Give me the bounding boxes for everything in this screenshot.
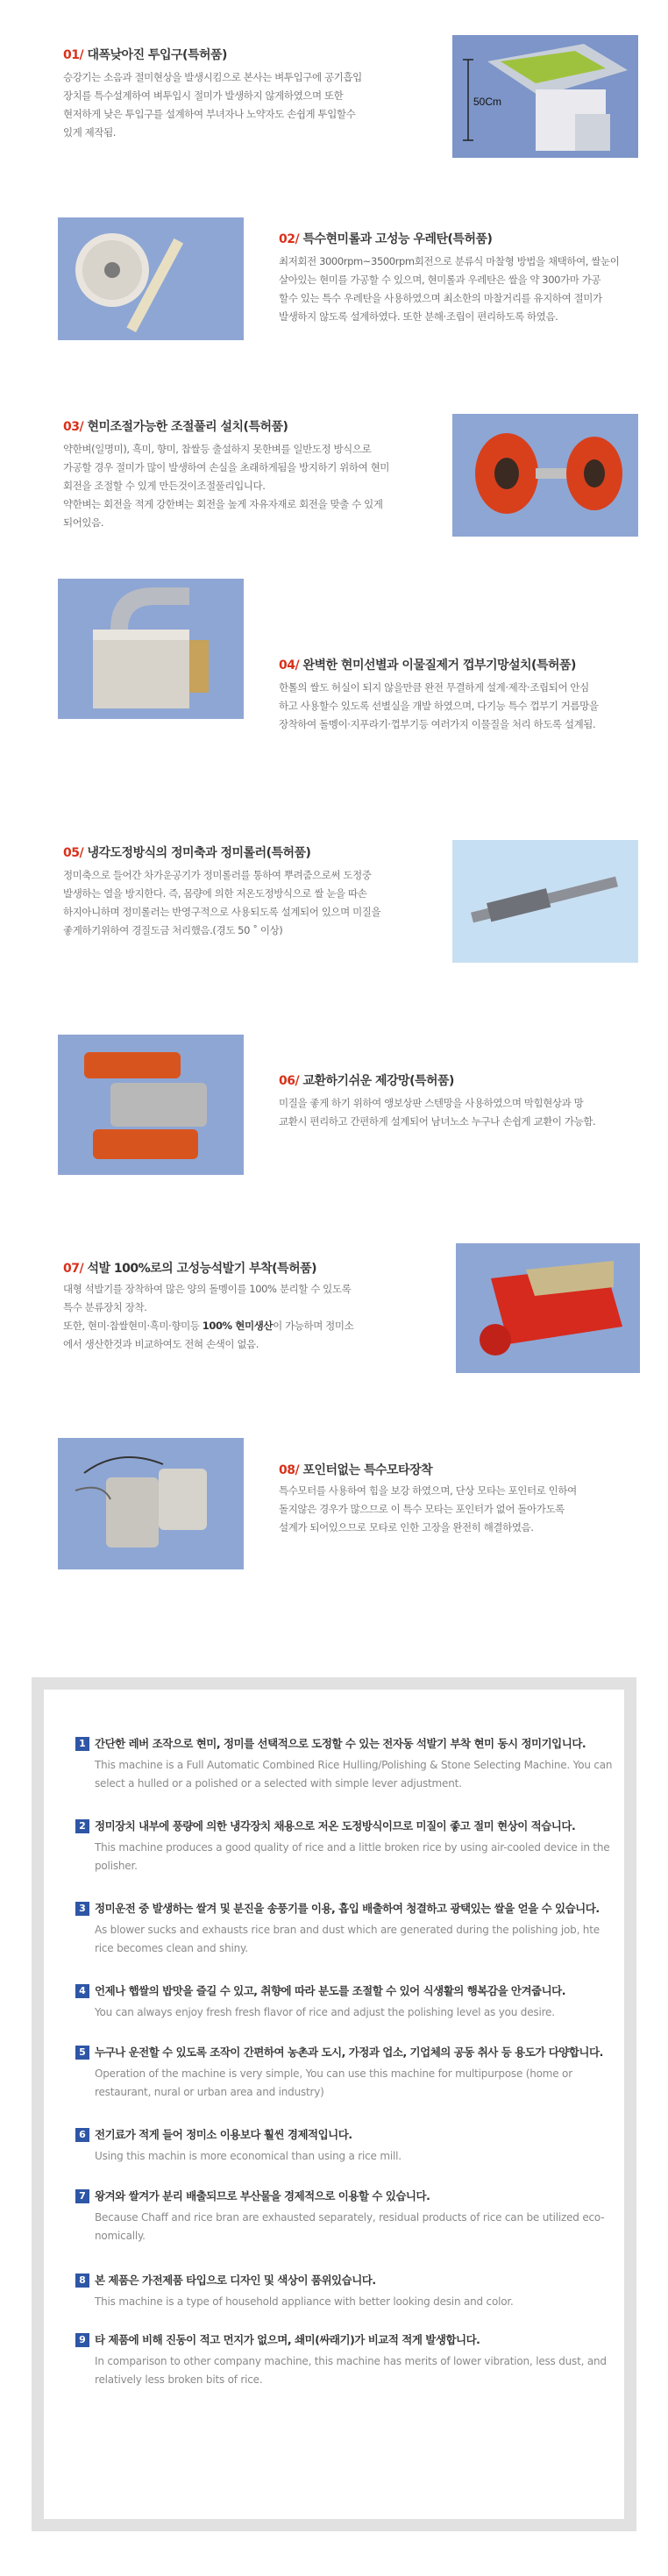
feature-08-image xyxy=(58,1438,244,1569)
item-text-en: Using this machin is more economical than using a rice mill. xyxy=(95,2150,402,2162)
item-number-badge: 5 xyxy=(75,2046,89,2060)
item-text-ko: 전기료가 적게 들어 정미소 이용보다 훨씬 경제적입니다. xyxy=(95,2128,352,2141)
list-item xyxy=(75,2188,619,2249)
item-text-ko: 언제나 햅쌀의 밥맛을 즐길 수 있고, 취향에 따라 분도를 조절할 수 있어 식생활의 행복감을 안겨줍니다. xyxy=(95,1984,565,1997)
feature-07-desc: 대형 석발기를 장착하여 많은 양의 돌멩이를 100% 분리할 수 있도록 특수 분류장치 장착. 또한, 현미·찹쌀현미·흑미·향미등 100% 현미생산이 가능하며 정미소 에서 생산한것과 비교하여도 전혀 손색이 없음. xyxy=(63,1283,354,1350)
list-item xyxy=(75,1818,619,1879)
feature-01-desc: 승강기는 소음과 절미현상을 발생시킴으로 본사는 벼투입구에 공기흡입 장치를 특수설계하여 벼투입시 절미가 발생하지 않게하였으며 또한 현저하게 낮은 투입구를 설계하여 부녀자나 노약자도 손쉽게 투입할수 있게 제작됨. xyxy=(63,71,362,139)
list-item xyxy=(75,1735,619,1797)
item-text-en: This machine produces a good quality of rice and a little broken rice by using air-cooled device in the polisher. xyxy=(95,1841,610,1872)
list-item xyxy=(75,2126,619,2170)
item-number-badge: 1 xyxy=(75,1737,89,1751)
feature-06-desc: 미질을 좋게 하기 위하여 앵보상판 스텐망을 사용하였으며 막힘현상과 망 교환시 편리하고 간편하게 설계되어 남녀노소 누구나 손쉽게 교환이 가능함. xyxy=(279,1097,596,1128)
item-number-badge: 7 xyxy=(75,2189,89,2203)
item-text-en: In comparison to other company machine, this machine has merits of lower vibration, less dust, and relatively less broken bits of rice. xyxy=(95,2355,607,2386)
list-item xyxy=(75,2331,619,2393)
feature-07-title: 07/ 석발 100%로의 고성능석발기 부착(특허품) xyxy=(63,1262,317,1276)
feature-01-title: 01/ 대폭낮아진 투입구(특허품) xyxy=(63,48,227,62)
feature-07-image xyxy=(456,1243,640,1373)
height-label: 50Cm xyxy=(473,96,502,108)
item-text-en: Operation of the machine is very simple, You can use this machine for multipurpose (home or restaurant, nural or urban area and industry) xyxy=(95,2067,572,2098)
item-text-en: You can always enjoy fresh fresh flavor of rice and adjust the polishing level as you desire. xyxy=(95,2006,555,2018)
summary-panel xyxy=(32,1677,636,2531)
item-text-en: This machine is a Full Automatic Combined Rice Hulling/Polishing & Stone Selecting Machine. You can select a hulled or a polished or a selected with simple lever adjustment. xyxy=(95,1759,613,1790)
feature-03-image xyxy=(452,414,638,537)
item-text-ko: 정미운전 중 발생하는 쌀겨 및 분진을 송풍기를 이용, 흡입 배출하여 청결하고 광택있는 쌀을 얻을 수 있습니다. xyxy=(95,1902,600,1915)
feature-01-image xyxy=(452,35,638,158)
feature-03-desc: 약한벼(일명미), 흑미, 향미, 찹쌀등 출설하지 못한벼를 일반도정 방식으로 가공할 경우 절미가 많이 발생하여 손실을 초래하게됨을 방지하기 위하여 현미 회전을 조절할 수 있게 만든것이조절풀리입니다. 약한벼는 회전을 적게 강한벼는 회전을 높게 자유자재로 회전을 맞출 수 있게 되어있음. xyxy=(63,443,389,529)
item-text-ko: 본 제품은 가전제품 타입으로 디자인 및 색상이 품위있습니다. xyxy=(95,2274,376,2287)
feature-04-image xyxy=(58,579,244,719)
item-text-en: This machine is a type of household appliance with better looking desin and color. xyxy=(95,2295,514,2308)
feature-02-title: 02/ 특수현미롤과 고성능 우레탄(특허품) xyxy=(279,232,493,246)
feature-02-desc: 최저회전 3000rpm~3500rpm회전으로 분류식 마찰형 방법을 채택하여, 쌀눈이 살아있는 현미를 가공할 수 있으며, 현미롤과 우레탄은 쌀을 약 300가마 가공 할수 있는 특수 우레탄을 사용하였으며 최소한의 마찰거리를 유지하여 절미가 발생하지 않도록 설계하였다. 또한 분해·조립이 편리하도록 하였음. xyxy=(279,255,620,323)
list-item xyxy=(75,1900,619,1961)
feature-06-title: 06/ 교환하기쉬운 제강망(특허품) xyxy=(279,1074,454,1088)
list-item xyxy=(75,2272,619,2316)
item-number-badge: 3 xyxy=(75,1902,89,1916)
item-text-ko: 누구나 운전할 수 있도록 조작이 간편하여 농촌과 도시, 가정과 업소, 기업체의 공동 취사 등 용도가 다양합니다. xyxy=(95,2046,603,2059)
feature-06-image xyxy=(58,1035,244,1175)
feature-04-desc: 한톨의 쌀도 허실이 되지 않을만큼 완전 무결하게 설계·제작·조립되어 안심 하고 사용할수 있도록 선별실을 개발 하였으며, 다기능 특수 껍부기 거름망을 장착하여 돌멩이·지푸라기·껍부기등 여러가지 이물질을 처리 하도록 설계됨. xyxy=(279,681,599,730)
item-text-ko: 정미장치 내부에 풍량에 의한 냉각장치 채용으로 저온 도정방식이므로 미질이 좋고 절미 현상이 적습니다. xyxy=(95,1819,576,1832)
item-text-ko: 간단한 레버 조작으로 현미, 정미를 선택적으로 도정할 수 있는 전자동 석발기 부착 현미 동시 정미기입니다. xyxy=(95,1737,586,1750)
feature-04-title: 04/ 완벽한 현미선별과 이물질제거 껍부기망설치(특허품) xyxy=(279,658,576,672)
feature-08-desc: 특수모터를 사용하여 힘을 보강 하였으며, 단상 모타는 포인터로 인하여 돌지않은 경우가 많으므로 이 특수 모타는 포인터가 없어 돌아가도록 설계가 되어있으므로 모타로 인한 고장을 완전히 해결하였음. xyxy=(279,1484,577,1534)
item-text-en: Because Chaff and rice bran are exhausted separately, residual products of rice can be utilized eco-nomically. xyxy=(95,2211,605,2242)
item-number-badge: 4 xyxy=(75,1984,89,1998)
feature-02-image xyxy=(58,217,244,340)
item-number-badge: 2 xyxy=(75,1819,89,1833)
feature-05-desc: 정미축으로 들어간 차가운공기가 정미롤러를 통하여 뿌려줌으로써 도정중 발생하는 열을 방지한다. 즉, 몸량에 의한 저온도정방식으로 쌀 눈을 따손 하지아니하며 정미롤러는 반영구적으로 사용되도록 설계되어 있으며 미질을 좋게하기위하여 경질도금 처리했음.(경도 50 ˚ 이상) xyxy=(63,869,381,936)
feature-05-title: 05/ 냉각도정방식의 정미축과 정미롤러(특허품) xyxy=(63,846,311,860)
feature-03-title: 03/ 현미조절가능한 조절풀리 설치(특허품) xyxy=(63,420,288,434)
feature-05-image xyxy=(452,840,638,963)
item-number-badge: 9 xyxy=(75,2333,89,2347)
item-text-en: As blower sucks and exhausts rice bran and dust which are generated during the polishing job, hte rice becomes clean and shiny. xyxy=(95,1924,600,1954)
item-number-badge: 8 xyxy=(75,2274,89,2288)
item-text-ko: 타 제품에 비해 진동이 적고 먼지가 없으며, 쇄미(싸래기)가 비교적 적게 발생합니다. xyxy=(95,2333,480,2346)
item-text-ko: 왕겨와 쌀겨가 분리 배출되므로 부산물을 경제적으로 이용할 수 있습니다. xyxy=(95,2189,430,2202)
feature-08-title: 08/ 포인터없는 특수모타장착 xyxy=(279,1463,433,1477)
list-item xyxy=(75,2044,619,2123)
item-number-badge: 6 xyxy=(75,2128,89,2142)
list-item xyxy=(75,1982,619,2026)
